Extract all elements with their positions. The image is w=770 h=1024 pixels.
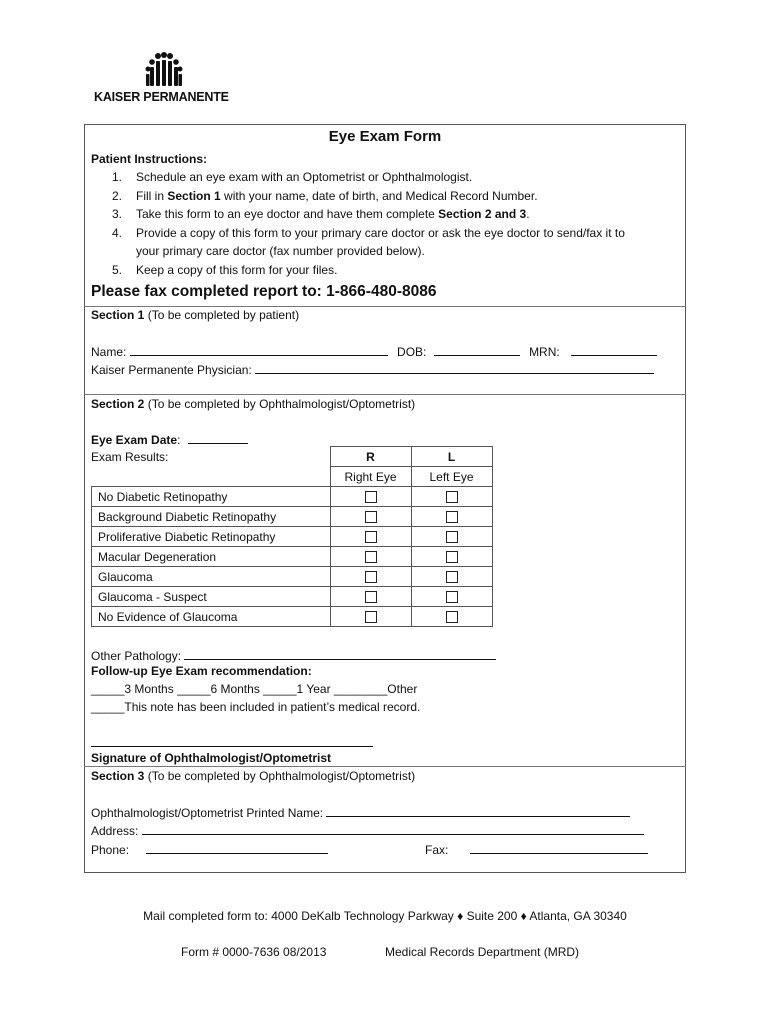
instruction-item — [112, 244, 425, 258]
col-l-subheader: Left Eye — [411, 467, 492, 487]
exam-result-row — [92, 567, 493, 587]
followup-heading: Follow-up Eye Exam recommendation: — [91, 664, 312, 678]
instruction-text: with your name, date of birth, and Medical Record Number. — [220, 188, 538, 203]
other-pathology-field[interactable] — [184, 648, 496, 660]
instruction-item — [112, 226, 625, 240]
section3-title: Section 3 — [91, 769, 145, 783]
followup-option-label: Other — [387, 682, 418, 696]
divider-section3 — [84, 766, 686, 767]
other-pathology-label: Other Pathology: — [91, 649, 182, 663]
physician-label: Kaiser Permanente Physician: — [91, 363, 252, 377]
dob-field[interactable] — [434, 344, 520, 356]
brand-name: KAISER PERMANENTE — [94, 90, 229, 104]
instruction-text: Take this form to an eye doctor and have them complete — [136, 207, 439, 221]
instruction-text: Section 1 — [167, 188, 221, 203]
name-row — [91, 344, 657, 359]
followup-option-label: 1 Year — [296, 682, 334, 696]
phone-label: Phone: — [91, 843, 130, 857]
instruction-item — [112, 207, 530, 221]
instruction-number: 4. — [112, 225, 123, 240]
exam-result-row — [92, 607, 493, 627]
record-note-text: This note has been included in patient’s medical record. — [124, 700, 421, 714]
right-eye-checkbox[interactable] — [365, 531, 377, 543]
right-eye-checkbox[interactable] — [365, 591, 377, 603]
col-l-header: L — [411, 447, 492, 467]
fax-label: Fax: — [425, 843, 449, 857]
section2-subtitle: (To be completed by Ophthalmologist/Optometrist) — [144, 397, 416, 411]
right-eye-checkbox[interactable] — [365, 611, 377, 623]
exam-date-field[interactable] — [188, 432, 248, 444]
col-r-header: R — [330, 447, 411, 467]
instruction-number: 1. — [112, 170, 123, 184]
form-number: Form # 0000-7636 08/2013 — [181, 945, 327, 959]
instructions-heading: Patient Instructions: — [91, 152, 208, 166]
left-eye-checkbox[interactable] — [446, 591, 458, 603]
divider-section2 — [84, 394, 686, 395]
mrn-label: MRN: — [529, 345, 560, 359]
section1-heading — [91, 308, 299, 322]
section2-heading — [91, 397, 415, 411]
followup-blank[interactable]: _____ — [177, 682, 211, 696]
exam-results-table — [91, 446, 493, 627]
instruction-number: 3. — [112, 207, 123, 221]
address-label: Address: — [91, 824, 139, 838]
physician-field[interactable] — [255, 362, 654, 374]
instruction-text: Schedule an eye exam with an Optometrist or Ophthalmologist. — [136, 170, 473, 184]
condition-label: Proliferative Diabetic Retinopathy — [92, 527, 331, 547]
dob-label: DOB: — [397, 345, 427, 359]
left-eye-checkbox[interactable] — [446, 611, 458, 623]
instruction-text: Fill in — [136, 188, 168, 203]
instruction-text: Section 2 and 3 — [438, 207, 527, 221]
kaiser-people-icon — [144, 52, 184, 88]
section3-heading — [91, 769, 415, 783]
followup-options — [91, 682, 417, 696]
instruction-item — [112, 263, 337, 277]
condition-label: No Diabetic Retinopathy — [92, 487, 331, 507]
col-r-subheader: Right Eye — [330, 467, 411, 487]
exam-date-colon: : — [177, 433, 181, 447]
printed-name-row — [91, 805, 630, 820]
exam-result-row — [92, 587, 493, 607]
exam-date-label: Eye Exam Date — [91, 433, 178, 447]
exam-result-row — [92, 547, 493, 567]
exam-date-row — [91, 432, 248, 447]
instruction-number: 2. — [112, 188, 123, 203]
name-field[interactable] — [130, 344, 388, 356]
record-note-blank[interactable]: _____ — [91, 700, 125, 714]
right-eye-checkbox[interactable] — [365, 551, 377, 563]
instruction-text: your primary care doctor (fax number provided below). — [136, 244, 425, 258]
address-field[interactable] — [142, 823, 644, 835]
condition-label: Glaucoma - Suspect — [92, 587, 331, 607]
condition-label: No Evidence of Glaucoma — [92, 607, 331, 627]
mrn-field[interactable] — [571, 344, 657, 356]
address-row — [91, 823, 644, 838]
name-label: Name: — [91, 345, 127, 359]
divider-section1 — [84, 306, 686, 307]
left-eye-checkbox[interactable] — [446, 491, 458, 503]
fax-row — [425, 842, 648, 857]
right-eye-checkbox[interactable] — [365, 571, 377, 583]
followup-blank[interactable]: _____ — [91, 682, 125, 696]
department: Medical Records Department (MRD) — [385, 945, 580, 959]
phone-field[interactable] — [146, 842, 328, 854]
condition-label: Background Diabetic Retinopathy — [92, 507, 331, 527]
right-eye-checkbox[interactable] — [365, 511, 377, 523]
followup-blank[interactable]: _____ — [263, 682, 297, 696]
signature-label: Signature of Ophthalmologist/Optometrist — [91, 751, 331, 765]
physician-row — [91, 362, 654, 377]
left-eye-checkbox[interactable] — [446, 571, 458, 583]
record-note-row — [91, 700, 420, 714]
left-eye-checkbox[interactable] — [446, 511, 458, 523]
signature-line[interactable] — [91, 746, 373, 747]
fax-line: Please fax completed report to: 1-866-480-8086 — [91, 283, 437, 300]
instruction-text: Provide a copy of this form to your primary care doctor or ask the eye doctor to send/fax it to — [136, 225, 625, 240]
instruction-item — [112, 189, 538, 203]
followup-blank[interactable]: ________ — [333, 682, 388, 696]
left-eye-checkbox[interactable] — [446, 531, 458, 543]
section1-subtitle: (To be completed by patient) — [144, 308, 300, 322]
instruction-text: Keep a copy of this form for your files. — [136, 262, 338, 277]
exam-result-row — [92, 507, 493, 527]
followup-option-label: 3 Months — [124, 682, 178, 696]
left-eye-checkbox[interactable] — [446, 551, 458, 563]
mail-line: Mail completed form to: 4000 DeKalb Technology Parkway ♦ Suite 200 ♦ Atlanta, GA 30340 — [143, 909, 627, 923]
kaiser-permanente-logo — [94, 52, 236, 104]
section1-title: Section 1 — [91, 308, 145, 322]
followup-option-label: 6 Months — [210, 682, 264, 696]
other-pathology-row — [91, 648, 496, 663]
exam-result-row — [92, 527, 493, 547]
condition-label: Macular Degeneration — [92, 547, 331, 567]
exam-result-row — [92, 487, 493, 507]
instruction-item — [112, 170, 472, 184]
condition-label: Glaucoma — [92, 567, 331, 587]
form-title: Eye Exam Form — [328, 128, 442, 145]
instruction-text: . — [526, 207, 530, 221]
printed-name-field[interactable] — [326, 805, 630, 817]
instruction-number: 5. — [112, 262, 123, 277]
exam-results-label: Exam Results: — [91, 450, 169, 464]
phone-row — [91, 842, 328, 857]
printed-name-label: Ophthalmologist/Optometrist Printed Name: — [91, 806, 324, 820]
section3-subtitle: (To be completed by Ophthalmologist/Optometrist) — [144, 769, 416, 783]
fax-field[interactable] — [470, 842, 648, 854]
right-eye-checkbox[interactable] — [365, 491, 377, 503]
section2-title: Section 2 — [91, 397, 145, 411]
